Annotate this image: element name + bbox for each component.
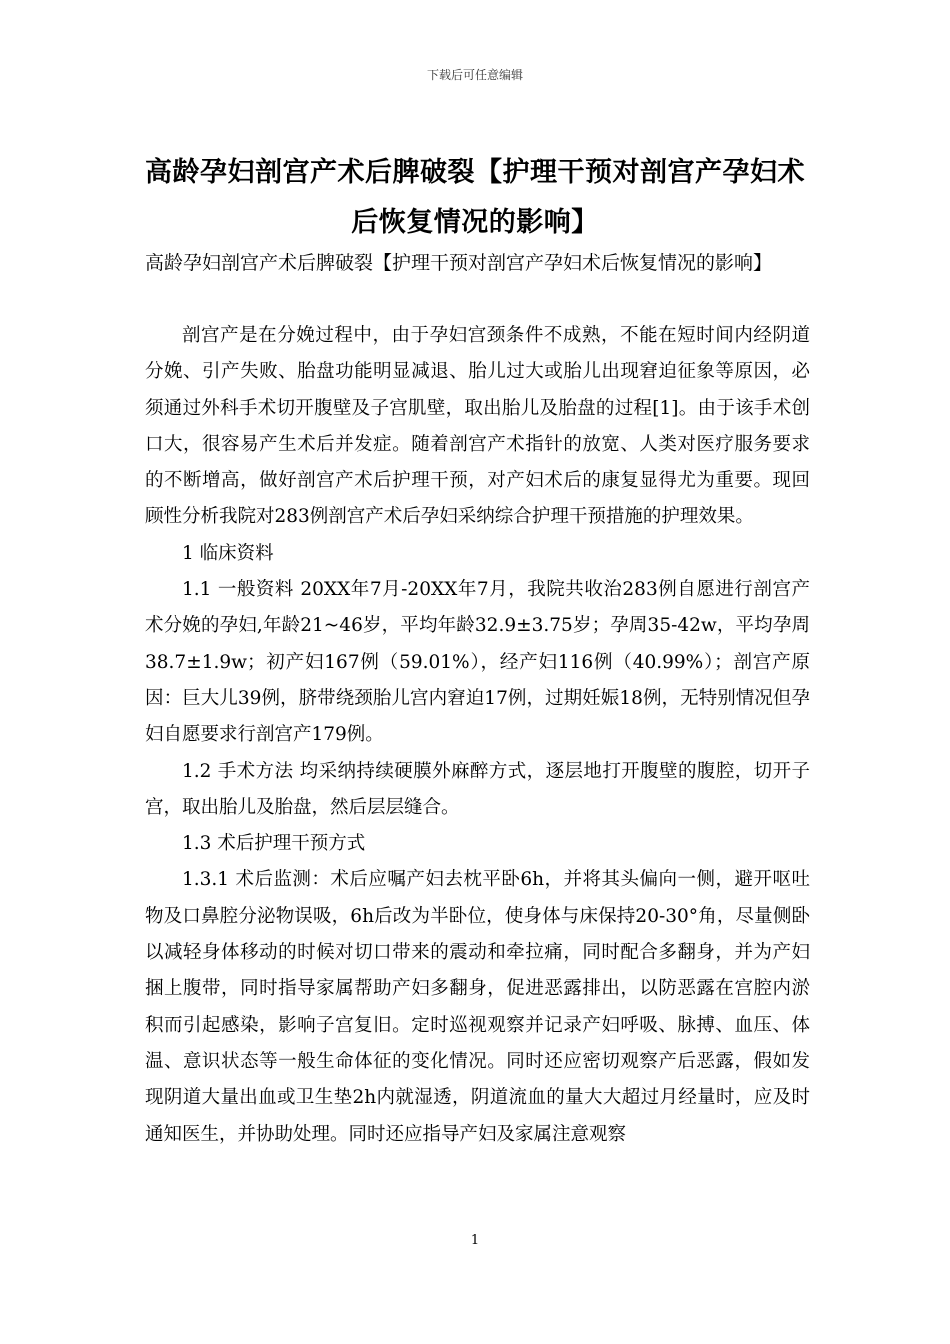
heading-nursing-intervention: 1.3 术后护理干预方式 <box>182 833 366 855</box>
heading-clinical-data: 1 临床资料 <box>182 542 274 564</box>
document-subtitle: 高龄孕妇剖宫产术后脾破裂【护理干预对剖宫产孕妇术后恢复情况的影响】 <box>145 252 773 274</box>
paragraph-intro: 剖宫产是在分娩过程中，由于孕妇宫颈条件不成熟，不能在短时间内经阴道分娩、引产失败、胎盘功能明显减退、胎儿过大或胎儿出现窘迫征象等原因，必须通过外科手术切开腹壁及子宫肌壁，取出胎儿及胎盘的过程[1]。由于该手术创口大，很容易产生术后并发症。随着剖宫产术指针的放宽、人类对医疗服务要求的不断增高，做好剖宫产术后护理干预，对产妇术后的康复显得尤为重要。现回顾性分析我院对283例剖宫产术后孕妇采纳综合护理干预措施的护理效果。 <box>145 325 810 528</box>
page-number: 1 <box>470 1233 480 1248</box>
paragraph-postoperative-monitoring: 1.3.1 术后监测：术后应嘱产妇去枕平卧6h，并将其头偏向一侧，避开呕吐物及口鼻腔分泌物误吸，6h后改为半卧位，使身体与床保持20-30°角，尽量侧卧以减轻身体移动的时候对切口带来的震动和牵拉痛，同时配合多翻身，并为产妇捆上腹带，同时指导家属帮助产妇多翻身，促进恶露排出，以防恶露在宫腔内淤积而引起感染，影响子宫复旧。定时巡视观察并记录产妇呼吸、脉搏、血压、体温、意识状态等一般生命体征的变化情况。同时还应密切观察产后恶露，假如发现阴道大量出血或卫生垫2h内就湿透，阴道流血的量大大超过月经量时，应及时通知医生，并协助处理。同时还应指导产妇及家属注意观察 <box>145 869 810 1145</box>
body-text <box>145 318 810 1153</box>
paragraph-surgical-method: 1.2 手术方法 均采纳持续硬膜外麻醉方式，逐层地打开腹壁的腹腔，切开子宫，取出胎儿及胎盘，然后层层缝合。 <box>145 760 810 818</box>
paragraph-general-data: 1.1 一般资料 20XX年7月-20XX年7月，我院共收治283例自愿进行剖宫产术分娩的孕妇,年龄21~46岁，平均年龄32.9±3.75岁；孕周35-42w，平均孕周38.7±1.9w；初产妇167例（59.01%），经产妇116例（40.99%）；剖宫产原因：巨大儿39例，脐带绕颈胎儿宫内窘迫17例，过期妊娠18例，无特别情况但孕妇自愿要求行剖宫产179例。 <box>145 579 810 746</box>
header-note: 下载后可任意编辑 <box>426 68 523 82</box>
document-title: 高龄孕妇剖宫产术后脾破裂【护理干预对剖宫产孕妇术后恢复情况的影响】 <box>145 157 805 238</box>
